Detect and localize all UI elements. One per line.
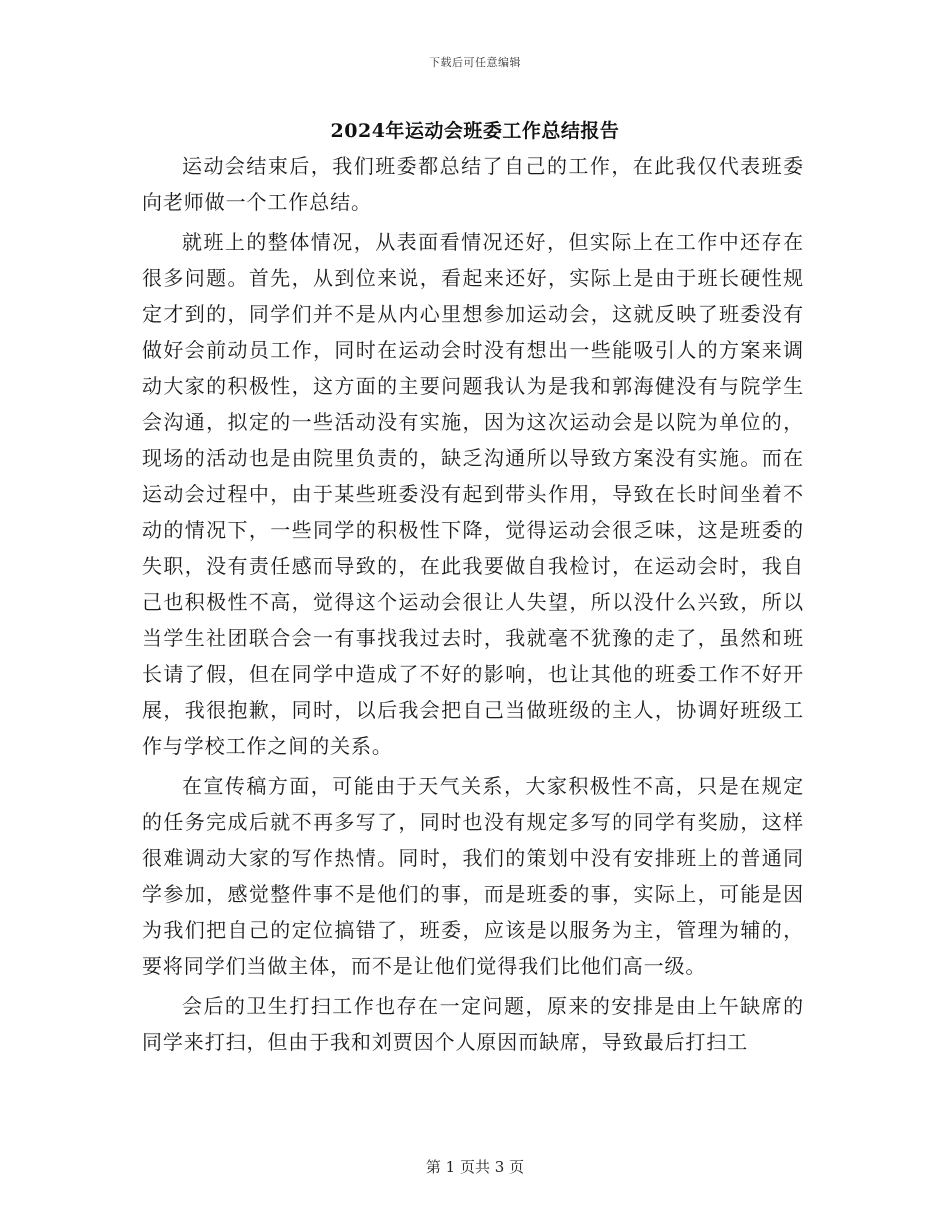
paragraph-4: 会后的卫生打扫工作也存在一定问题，原来的安排是由上午缺席的同学来打扫，但由于我和刘贾因个人原因而缺席，导致最后打扫工 — [142, 994, 804, 1054]
paragraph-3: 在宣传稿方面，可能由于天气关系，大家积极性不高，只是在规定的任务完成后就不再多写了，同时也没有规定多写的同学有奖励，这样很难调动大家的写作热情。同时，我们的策划中没有安排班上的普通同学参加，感觉整件事不是他们的事，而是班委的事，实际上，可能是因为我们把自己的定位搞错了，班委，应该是以服务为主，管理为辅的，要将同学们当做主体，而不是让他们觉得我们比他们高一级。 — [142, 774, 804, 978]
paragraph-1: 运动会结束后，我们班委都总结了自己的工作，在此我仅代表班委向老师做一个工作总结。 — [142, 154, 804, 214]
document-title: 2024年运动会班委工作总结报告 — [330, 120, 620, 142]
header-note: 下载后可任意编辑 — [429, 56, 521, 69]
page-number: 第 1 页共 3 页 — [425, 1158, 525, 1176]
paragraph-2: 就班上的整体情况，从表面看情况还好，但实际上在工作中还存在很多问题。首先，从到位来说，看起来还好，实际上是由于班长硬性规定才到的，同学们并不是从内心里想参加运动会，这就反映了班委没有做好会前动员工作，同时在运动会时没有想出一些能吸引人的方案来调动大家的积极性，这方面的主要问题我认为是我和郭海健没有与院学生会沟通，拟定的一些活动没有实施，因为这次运动会是以院为单位的，现场的活动也是由院里负责的，缺乏沟通所以导致方案没有实施。而在运动会过程中，由于某些班委没有起到带头作用，导致在长时间坐着不动的情况下，一些同学的积极性下降，觉得运动会很乏味，这是班委的失职，没有责任感而导致的，在此我要做自我检讨，在运动会时，我自己也积极性不高，觉得这个运动会很让人失望，所以没什么兴致，所以当学生社团联合会一有事找我过去时，我就毫不犹豫的走了，虽然和班长请了假，但在同学中造成了不好的影响，也让其他的班委工作不好开展，我很抱歉，同时，以后我会把自己当做班级的主人，协调好班级工作与学校工作之间的关系。 — [142, 230, 804, 758]
document-body — [142, 148, 804, 1060]
